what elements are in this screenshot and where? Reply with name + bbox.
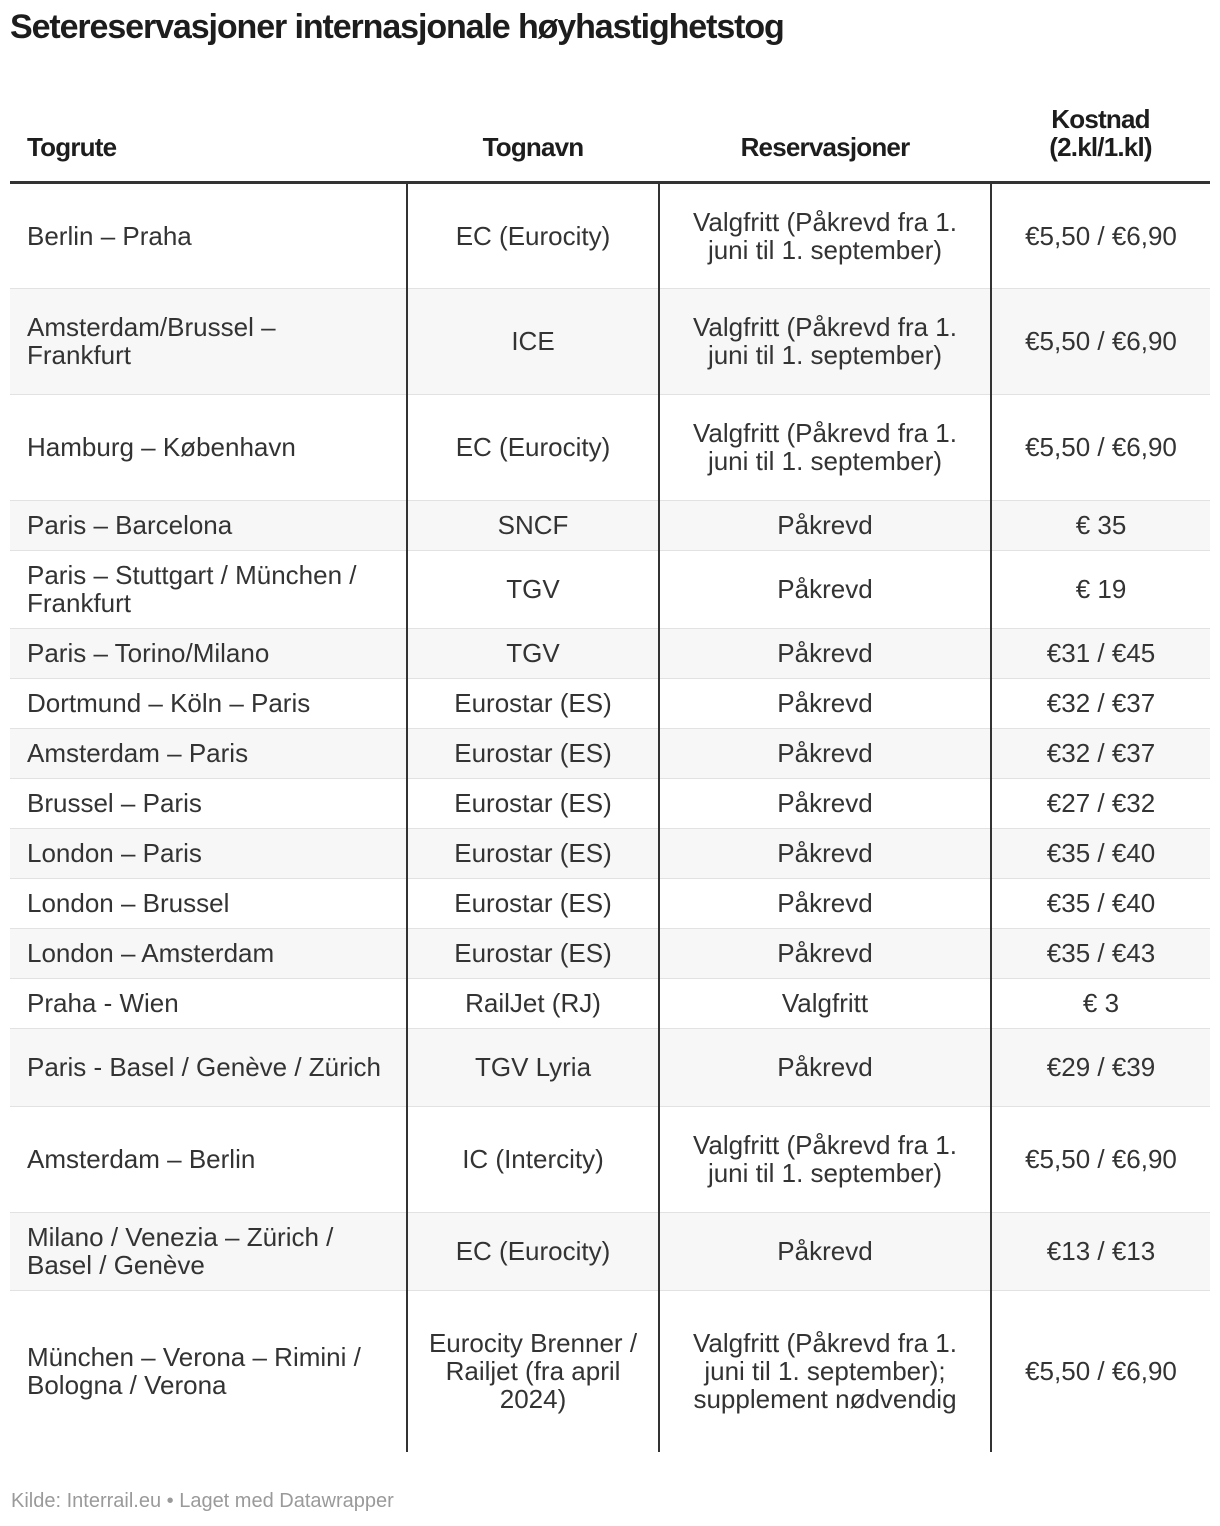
reservations-table	[10, 92, 1210, 1452]
table-header-row	[10, 92, 1210, 182]
cell-train: Eurostar (ES)	[407, 678, 659, 728]
column-header-reservation: Reservasjoner	[659, 92, 991, 182]
cell-route: London – Brussel	[10, 878, 407, 928]
cell-reservation: Valgfritt	[659, 978, 991, 1028]
cell-route: Paris – Stuttgart / München / Frankfurt	[10, 550, 407, 628]
cell-cost: €35 / €43	[991, 928, 1210, 978]
cell-reservation: Påkrevd	[659, 878, 991, 928]
cell-route: Amsterdam – Berlin	[10, 1106, 407, 1212]
cell-reservation: Valgfritt (Påkrevd fra 1. juni til 1. september)	[659, 394, 991, 500]
cell-route: Amsterdam/Brussel – Frankfurt	[10, 288, 407, 394]
cell-train: Eurostar (ES)	[407, 778, 659, 828]
table-row	[10, 394, 1210, 500]
cell-cost: €27 / €32	[991, 778, 1210, 828]
cell-train: EC (Eurocity)	[407, 394, 659, 500]
cell-train: Eurostar (ES)	[407, 828, 659, 878]
cell-train: Eurostar (ES)	[407, 878, 659, 928]
cell-train: EC (Eurocity)	[407, 182, 659, 288]
table-row	[10, 1028, 1210, 1106]
cell-route: Hamburg – København	[10, 394, 407, 500]
cell-cost: €31 / €45	[991, 628, 1210, 678]
cell-cost: €35 / €40	[991, 828, 1210, 878]
cell-cost: € 35	[991, 500, 1210, 550]
table-row	[10, 928, 1210, 978]
cell-reservation: Påkrevd	[659, 1028, 991, 1106]
table-row	[10, 1290, 1210, 1452]
cell-reservation: Påkrevd	[659, 550, 991, 628]
cell-train: Eurostar (ES)	[407, 928, 659, 978]
cell-train: Eurocity Brenner / Railjet (fra april 2024)	[407, 1290, 659, 1452]
cell-train: IC (Intercity)	[407, 1106, 659, 1212]
cell-train: EC (Eurocity)	[407, 1212, 659, 1290]
column-header-cost	[991, 92, 1210, 182]
cell-reservation: Påkrevd	[659, 928, 991, 978]
cell-train: TGV	[407, 550, 659, 628]
cell-route: Paris – Barcelona	[10, 500, 407, 550]
cell-cost: €13 / €13	[991, 1212, 1210, 1290]
table-row	[10, 628, 1210, 678]
cell-cost: €29 / €39	[991, 1028, 1210, 1106]
cell-cost: €5,50 / €6,90	[991, 1106, 1210, 1212]
cell-route: London – Amsterdam	[10, 928, 407, 978]
cell-route: Dortmund – Köln – Paris	[10, 678, 407, 728]
table-row	[10, 878, 1210, 928]
cell-reservation: Påkrevd	[659, 728, 991, 778]
table-row	[10, 678, 1210, 728]
table-row	[10, 778, 1210, 828]
cell-cost: €32 / €37	[991, 728, 1210, 778]
table-row	[10, 500, 1210, 550]
cell-train: RailJet (RJ)	[407, 978, 659, 1028]
cell-route: Paris - Basel / Genève / Zürich	[10, 1028, 407, 1106]
cell-train: ICE	[407, 288, 659, 394]
cell-reservation: Påkrevd	[659, 678, 991, 728]
cell-route: München – Verona – Rimini / Bologna / Verona	[27, 1342, 361, 1401]
table-row	[10, 978, 1210, 1028]
table-row	[10, 728, 1210, 778]
table-row	[10, 1212, 1210, 1290]
page-title: Setereservasjoner internasjonale høyhastighetstog	[10, 8, 784, 46]
cell-cost: € 3	[991, 978, 1210, 1028]
cell-reservation: Påkrevd	[659, 1212, 991, 1290]
cell-train: TGV Lyria	[407, 1028, 659, 1106]
cell-cost: €35 / €40	[991, 878, 1210, 928]
cell-train: Eurostar (ES)	[407, 728, 659, 778]
table-row	[10, 828, 1210, 878]
column-header-train: Tognavn	[407, 92, 659, 182]
column-header-route: Togrute	[10, 92, 407, 182]
column-header-cost-line2: (2.kl/1.kl)	[1049, 131, 1152, 162]
table-row	[10, 288, 1210, 394]
cell-reservation: Valgfritt (Påkrevd fra 1. juni til 1. september)	[659, 288, 991, 394]
cell-cost: €32 / €37	[991, 678, 1210, 728]
table-row	[10, 550, 1210, 628]
source-footer: Kilde: Interrail.eu • Laget med Datawrapper	[11, 1490, 394, 1512]
cell-cost: €5,50 / €6,90	[991, 182, 1210, 288]
column-header-cost-line1: Kostnad	[1051, 103, 1150, 134]
cell-cost: €5,50 / €6,90	[991, 394, 1210, 500]
cell-reservation: Valgfritt (Påkrevd fra 1. juni til 1. september)	[659, 182, 991, 288]
cell-train: TGV	[407, 628, 659, 678]
cell-reservation: Påkrevd	[659, 778, 991, 828]
cell-reservation: Påkrevd	[659, 628, 991, 678]
cell-train: SNCF	[407, 500, 659, 550]
cell-route: Paris – Torino/Milano	[10, 628, 407, 678]
cell-reservation: Påkrevd	[659, 828, 991, 878]
cell-route: Amsterdam – Paris	[10, 728, 407, 778]
cell-route: Berlin – Praha	[10, 182, 407, 288]
table-row	[10, 1106, 1210, 1212]
cell-route: Praha - Wien	[10, 978, 407, 1028]
cell-reservation: Valgfritt (Påkrevd fra 1. juni til 1. september); supplement nødvendig	[659, 1290, 991, 1452]
cell-reservation: Påkrevd	[659, 500, 991, 550]
cell-route: London – Paris	[10, 828, 407, 878]
cell-cost: € 19	[991, 550, 1210, 628]
cell-route: Brussel – Paris	[10, 778, 407, 828]
cell-cost: €5,50 / €6,90	[991, 288, 1210, 394]
table-row	[10, 182, 1210, 288]
cell-reservation: Valgfritt (Påkrevd fra 1. juni til 1. september)	[659, 1106, 991, 1212]
cell-cost: €5,50 / €6,90	[991, 1290, 1210, 1452]
cell-route: Milano / Venezia – Zürich / Basel / Genève	[10, 1212, 407, 1290]
